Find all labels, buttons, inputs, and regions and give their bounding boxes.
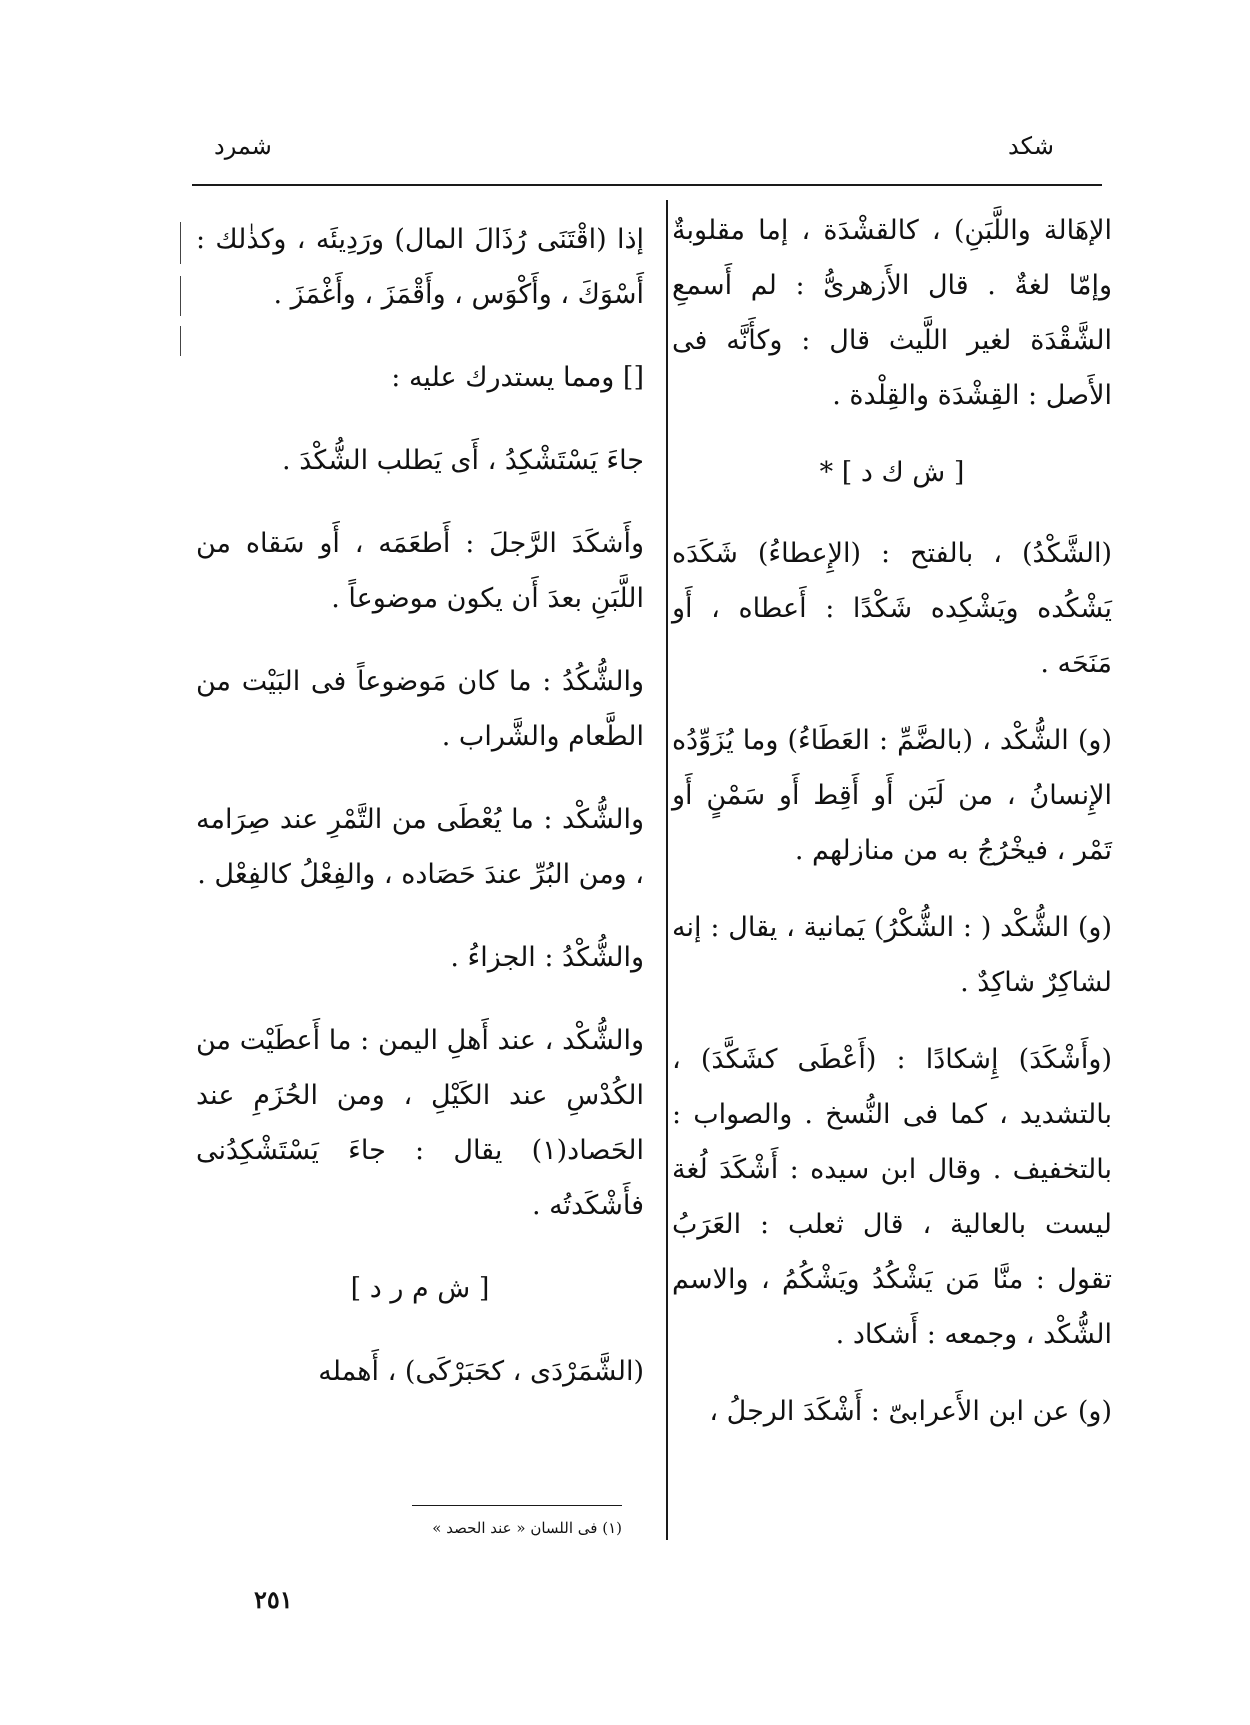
paragraph: (و) الشُّكْد ( : الشُّكْرُ) يَمانية ، يقال : إنه لشاكِرٌ شاكِدٌ . <box>672 912 1112 998</box>
paragraph: والشُّكْد ، عند أَهلِ اليمن : ما أَعطَيْت من الكُدْسِ عند الكَيْلِ ، ومن الحُزَمِ عند الحَصاد(١) يقال : جاءَ يَسْتَشْكِدُنى فأَشْكَدتُه . <box>196 1025 644 1221</box>
margin-mark <box>180 222 181 264</box>
paragraph: وأَشكَدَ الرَّجلَ : أَطعَمَه ، أَو سَقاه من اللَّبَنِ بعدَ أَن يكون موضوعاً . <box>196 528 644 614</box>
paragraph: (وأَشْكَدَ) إِشكادًا : (أَعْطَى كشَكَّدَ) ، بالتشديد ، كما فى النُّسخ . والصواب : بالتخفيف . وقال ابن سيده : أَشْكَدَ لُغة ليست بالعالية ، قال ثعلب : العَرَبُ تقول : منَّا مَن يَشْكُدُ ويَشْكُمُ ، والاسم الشُّكْد ، وجمعه : أَشكاد . <box>672 1044 1112 1350</box>
footnote: (١) فى اللسان « عند الحصد » <box>432 1519 622 1537</box>
paragraph: (و) الشُّكْد ، (بالضَّمِّ : العَطَاءُ) وما يُزَوِّدُه الإِنسانُ ، من لَبَن أَو أَقِط أَو سَمْنٍ أَو تَمْر ، فيخْرُجُ به من منازلهم . <box>672 725 1112 866</box>
paragraph: الإهَالة واللَّبَنِ) ، كالقشْدَة ، إما مقلوبةٌ وإمّا لغةٌ . قال الأَزهرىُّ : لم أَسمعِ الشَّقْدَة لغير اللَّيث قال : وكأَنَّه فى الأَصل : القِشْدَة والقِلْدة . <box>672 215 1112 411</box>
paragraph: (و) عن ابن الأَعرابىّ : أَشْكَدَ الرجلُ ، <box>709 1396 1112 1427</box>
header-rule <box>192 184 1102 186</box>
paragraph: إذا (اقْتَنَى رُذَالَ المال) ورَدِيئَه ، وكذٰلك : أَسْوَكَ ، وأَكْوَس ، وأَقْمَزَ ، وأَغْمَزَ . <box>196 224 644 310</box>
running-head-right: شكد <box>1008 132 1054 160</box>
left-column <box>196 212 644 1427</box>
paragraph: (الشَّكْدُ) ، بالفتح : (الإِعطاءُ) شَكَدَه يَشْكُده ويَشْكِده شَكْدًا : أَعطاه ، أَو مَنَحَه . <box>672 538 1112 679</box>
running-head-left: شمرد <box>214 132 272 160</box>
footnote-rule <box>412 1505 622 1506</box>
paragraph: والشُّكْدُ : الجزاءُ . <box>450 942 644 973</box>
entry-heading: [ ش م ر د ] <box>350 1273 490 1304</box>
section-note: [] ومما يستدرك عليه : <box>391 362 644 393</box>
entry-heading: [ ش ك د ] * <box>819 457 965 488</box>
margin-mark <box>180 326 181 356</box>
margin-mark <box>180 276 181 316</box>
paragraph: والشُّكُدُ : ما كان مَوضوعاً فى البَيْت من الطَّعام والشَّراب . <box>196 666 644 752</box>
paragraph: (الشَّمَرْدَى ، كحَبَرْكَى) ، أَهمله <box>318 1356 644 1387</box>
paragraph: والشُّكْد : ما يُعْطَى من التَّمْرِ عند صِرَامه ، ومن البُرِّ عندَ حَصَاده ، والفِعْلُ كالفِعْل . <box>196 804 644 890</box>
page-number: ٢٥١ <box>254 1585 293 1614</box>
paragraph: جاءَ يَسْتَشْكِدُ ، أَى يَطلب الشُّكْدَ . <box>282 445 644 476</box>
column-divider <box>666 200 668 1540</box>
right-column <box>672 203 1112 1461</box>
